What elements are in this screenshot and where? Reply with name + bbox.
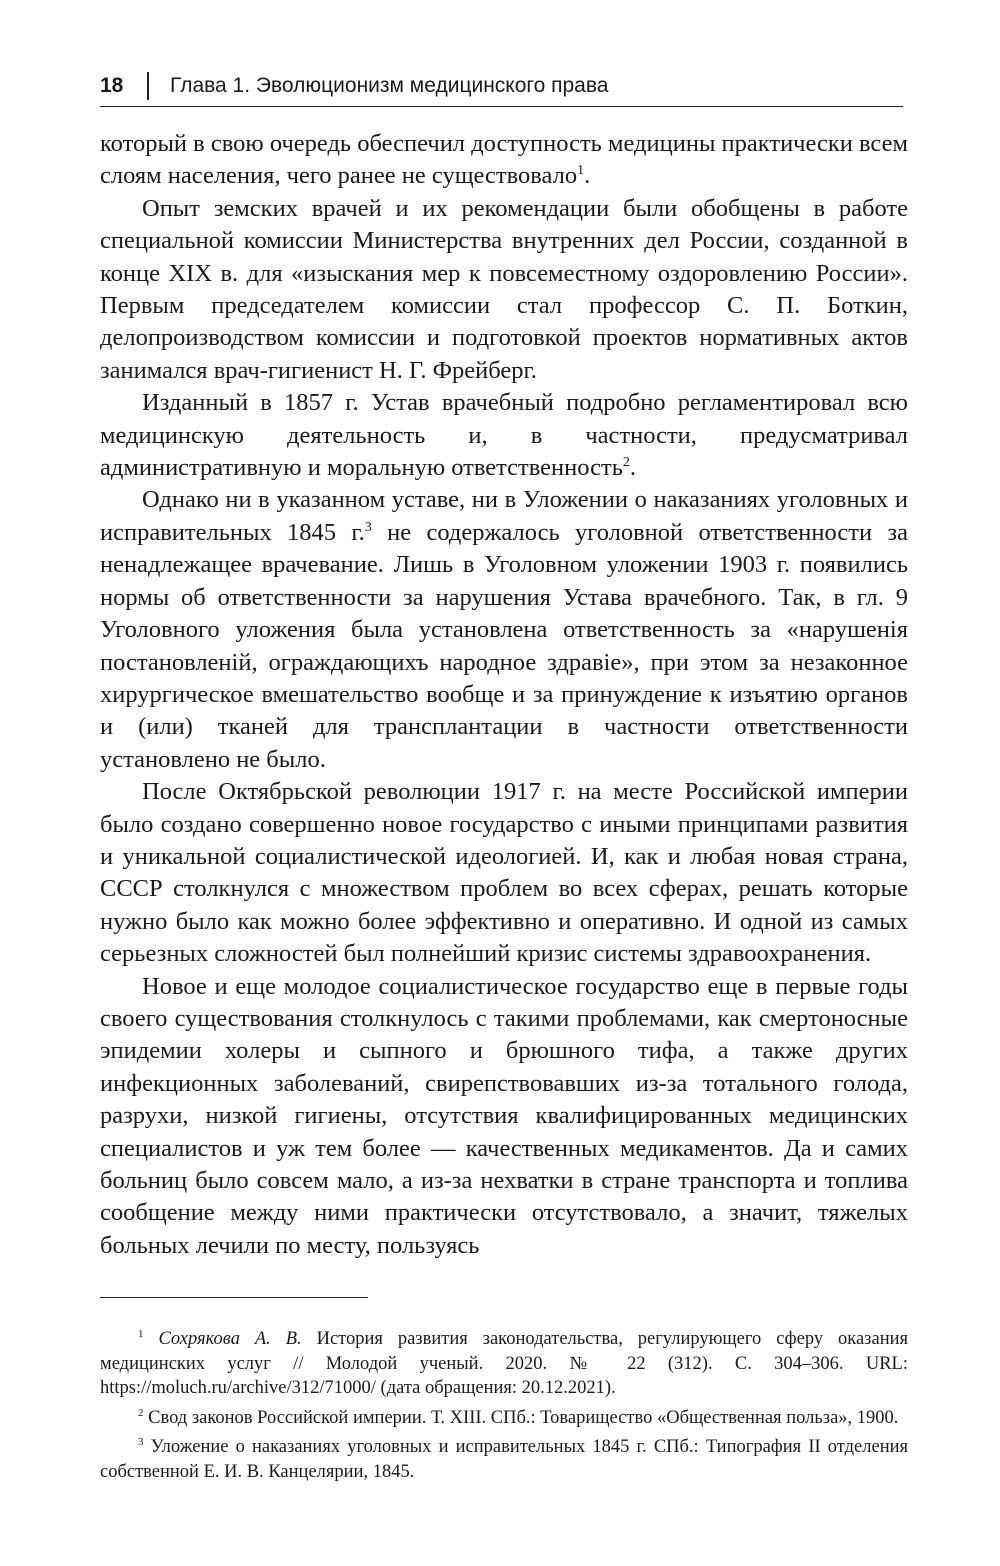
paragraph-5: После Октябрьской революции 1917 г. на месте Российской империи было создано совершенно новое государство с иными принципами развития и уникальной социалистической идеологией. И, как и любая новая страна, СССР столкнулся с множеством проблем во всех сферах, решать которые нужно было как можно более эффективно и оперативно. И одной из самых серьезных сложностей был полнейший кризис системы здравоохранения. <box>100 778 908 968</box>
footnote-2 <box>100 1406 908 1431</box>
paragraph-1-end: . <box>584 162 591 190</box>
footnote-mark-2: 2 <box>138 1406 144 1419</box>
page-number: 18 <box>100 74 124 97</box>
footnote-mark-3: 3 <box>138 1436 144 1449</box>
paragraph-1-text: который в свою очередь обеспечил доступность медицины практически всем слоям населения, чего ранее не существовало <box>100 130 908 190</box>
paragraph-4-text-a: Однако ни в указанном уставе, ни в Уложении о наказаниях уголовных и исправительных 1845 г. <box>100 486 908 546</box>
footnote-ref-2[interactable]: 2 <box>622 454 630 470</box>
header-separator <box>147 72 149 100</box>
paragraph-3-text: Изданный в 1857 г. Устав врачебный подробно регламентировал всю медицинскую деятельность и, в частности, предусматривал административную и моральную ответственность <box>100 389 908 482</box>
footnote-ref-3[interactable]: 3 <box>364 519 372 535</box>
paragraph-1 <box>100 128 908 193</box>
page-header <box>100 72 903 107</box>
paragraph-4 <box>100 484 908 776</box>
paragraph-3-end: . <box>629 454 637 482</box>
paragraph-6: Новое и еще молодое социалистическое государство еще в первые годы своего существования столкнулось с такими проблемами, как смертоносные эпидемии холеры и сыпного и брюшного тифа, а также других инфекционных заболеваний, свирепствовавших из-за тотального голода, разрухи, низкой гигиены, отсутствия квалифицированных медицинских специалистов и уж тем более — качественных медикаментов. Да и самих больниц было совсем мало, а из-за нехватки в стране транспорта и топлива сообщение между ними практически отсутствовало, а значит, тяжелых больных лечили по месту, пользуясь <box>100 972 908 1259</box>
body-text <box>100 128 908 1262</box>
footnote-2-text: Свод законов Российской империи. Т. XIII. СПб.: Товарищество «Общественная польза», 1900. <box>148 1407 899 1428</box>
footnote-ref-1[interactable]: 1 <box>577 163 585 179</box>
footnote-3-text: Уложение о наказаниях уголовных и исправительных 1845 г. СПб.: Типография II отделения собственной Е. И. В. Канцелярии, 1845. <box>100 1437 909 1482</box>
footnote-1-text: История развития законодательства, регулирующего сферу оказания медицинских услуг // Молодой ученый. 2020. № 22 (312). С. 304–306. URL: https://moluch.ru/archive/312/71000/ (дата обращения: 20.12.2021). <box>100 1329 909 1399</box>
paragraph-2: Опыт земских врачей и их рекомендации были обобщены в работе специальной комиссии Министерства внутренних дел России, созданной в конце XIX в. для «изыскания мер к повсеместному оздоровлению России». Первым председателем комиссии стал профессор С. П. Боткин, делопроизводством комиссии и подготовкой проектов нормативных актов занимался врач-гигиенист Н. Г. Фрейберг. <box>100 194 908 384</box>
paragraph-4-text-b: не содержалось уголовной ответственности за ненадлежащее врачевание. Лишь в Уголовном уложении 1903 г. появились нормы об ответственности за нарушения Устава врачебного. Так, в гл. 9 Уголовного уложения была установлена ответственность за «нарушенія постановленій, ограждающихъ народное здравіе», при этом за незаконное хирургическое вмешательство вообще и за принуждение к изъятию органов и (или) тканей для трансплантации в частности ответственности установлено не было. <box>100 518 908 773</box>
footnote-mark-1: 1 <box>138 1327 144 1340</box>
footnote-3 <box>100 1435 908 1484</box>
footnote-divider <box>100 1297 368 1298</box>
paragraph-3 <box>100 387 908 484</box>
footnotes <box>100 1327 908 1490</box>
footnote-1-author: Сохрякова А. В. <box>158 1329 302 1349</box>
footnote-1 <box>100 1327 908 1401</box>
running-title: Глава 1. Эволюционизм медицинского права <box>170 74 609 97</box>
